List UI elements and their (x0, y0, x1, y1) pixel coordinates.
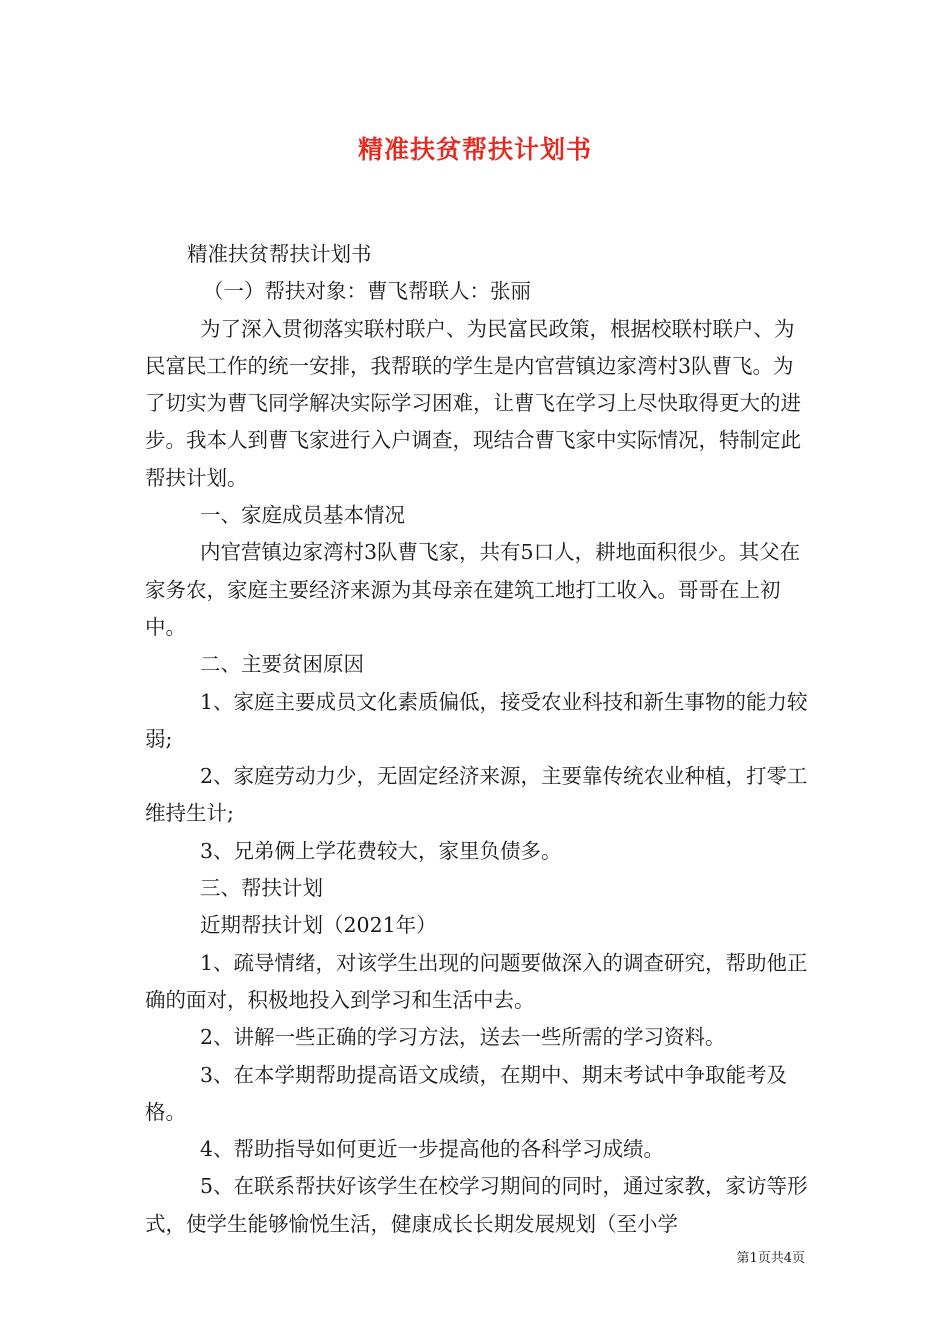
plan-item-4: 4、帮助指导如何更近一步提高他的各科学习成绩。 (200, 1137, 665, 1162)
paragraph-family: 内官营镇边家湾村3队曹飞家，共有5口人，耕地面积很少。其父在家务农，家庭主要经济来源为其母亲在建筑工地打工收入。哥哥在上初中。 (145, 540, 801, 639)
plan-item-3: 3、在本学期帮助提高语文成绩，在期中、期末考试中争取能考及格。 (145, 1062, 788, 1124)
section-heading-causes: 二、主要贫困原因 (200, 652, 364, 677)
page-number: 第1页共4页 (736, 1251, 805, 1266)
document-title: 精准扶贫帮扶计划书 (357, 135, 592, 164)
section-heading-family: 一、家庭成员基本情况 (200, 503, 405, 528)
plan-item-2: 2、讲解一些正确的学习方法，送去一些所需的学习资料。 (200, 1025, 726, 1050)
cause-item-2: 2、家庭劳动力少，无固定经济来源，主要靠传统农业种植，打零工维持生计; (145, 764, 808, 826)
paragraph-target: （一）帮扶对象：曹飞帮联人：张丽 (203, 279, 531, 304)
section-heading-plan: 三、帮扶计划 (200, 876, 323, 901)
plan-item-1: 1、疏导情绪，对该学生出现的问题要做深入的调查研究，帮助他正确的面对，积极地投入到学习和生活中去。 (145, 950, 808, 1012)
document-body (145, 236, 810, 1243)
plan-item-5: 5、在联系帮扶好该学生在校学习期间的同时，通过家教，家访等形式，使学生能够愉悦生活，健康成长长期发展规划（至小学 (145, 1174, 808, 1236)
cause-item-1: 1、家庭主要成员文化素质偏低，接受农业科技和新生事物的能力较弱; (145, 689, 808, 751)
cause-item-3: 3、兄弟俩上学花费较大，家里负债多。 (200, 838, 562, 863)
paragraph-heading: 精准扶贫帮扶计划书 (187, 242, 372, 266)
paragraph-intro: 为了深入贯彻落实联村联户、为民富民政策，根据校联村联户、为民富民工作的统一安排，我帮联的学生是内官营镇边家湾村3队曹飞。为了切实为曹飞同学解决实际学习困难，让曹飞在学习上尽快取得更大的进步。我本人到曹飞家进行入户调查，现结合曹飞家中实际情况，特制定此帮扶计划。 (145, 316, 801, 490)
plan-subheading: 近期帮扶计划（2021年） (200, 913, 437, 938)
